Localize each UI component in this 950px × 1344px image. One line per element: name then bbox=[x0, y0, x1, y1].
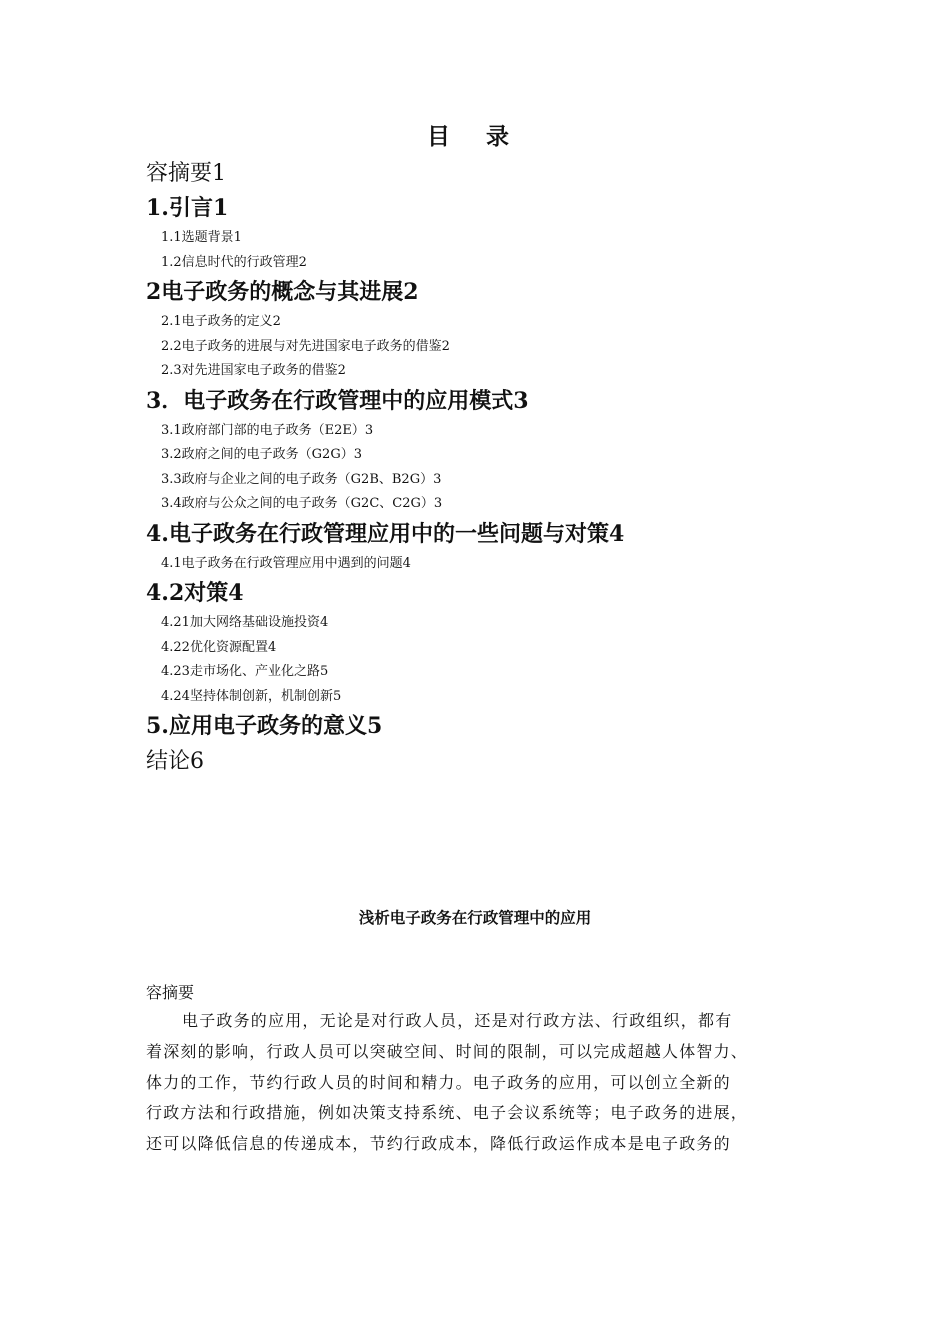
toc-entry[interactable]: 3.3政府与企业之间的电子政务（G2B、B2G）3 bbox=[161, 471, 442, 487]
toc-entry[interactable]: 2.1电子政务的定义2 bbox=[161, 314, 281, 329]
toc-entry[interactable]: 4.21加大网络基础设施投资4 bbox=[161, 615, 329, 630]
toc-entry[interactable]: 4.22优化资源配置4 bbox=[161, 639, 277, 655]
toc-entry[interactable]: 2.2电子政务的进展与对先进国家电子政务的借鉴2 bbox=[161, 338, 450, 354]
abstract-line: 体力的工作，节约行政人员的时间和精力。电子政务的应用，可以创立全新的 bbox=[146, 1072, 731, 1092]
toc-entry[interactable]: 结论6 bbox=[146, 749, 204, 774]
article-title: 浅析电子政务在行政管理中的应用 bbox=[358, 908, 592, 927]
toc-entry[interactable]: 2电子政务的概念与其进展2 bbox=[146, 279, 419, 305]
abstract-line: 着深刻的影响，行政人员可以突破空间、时间的限制，可以完成超越人体智力、 bbox=[146, 1041, 749, 1061]
toc-entry[interactable]: 1.2信息时代的行政管理2 bbox=[161, 254, 307, 270]
toc-entry[interactable]: 4.2对策4 bbox=[146, 580, 244, 606]
toc-entry[interactable]: 2.3对先进国家电子政务的借鉴2 bbox=[161, 363, 346, 378]
toc-entry[interactable]: 3.4政府与公众之间的电子政务（G2C、C2G）3 bbox=[161, 496, 443, 511]
toc-entry[interactable]: 4.24坚持体制创新，机制创新5 bbox=[161, 688, 342, 704]
abstract-line: 行政方法和行政措施，例如决策支持系统、电子会议系统等；电子政务的进展， bbox=[146, 1103, 749, 1123]
toc-entry[interactable]: 4.23走市场化、产业化之路5 bbox=[161, 664, 329, 679]
abstract-line: 还可以降低信息的传递成本，节约行政成本，降低行政运作成本是电子政务的 bbox=[146, 1134, 731, 1154]
toc-entry[interactable]: 3.2政府之间的电子政务（G2G）3 bbox=[161, 447, 362, 462]
toc-entry[interactable]: 容摘要1 bbox=[146, 161, 226, 186]
toc-entry[interactable]: 1.引言1 bbox=[146, 195, 229, 221]
toc-entry[interactable]: 3.1政府部门部的电子政务（E2E）3 bbox=[161, 422, 374, 438]
toc-entry[interactable]: 5.应用电子政务的意义5 bbox=[146, 713, 383, 739]
toc-entry[interactable]: 3．电子政务在行政管理中的应用模式3 bbox=[146, 387, 529, 414]
toc-title: 目 录 bbox=[426, 123, 523, 150]
table-of-contents bbox=[146, 156, 886, 779]
toc-entry[interactable]: 4.1电子政务在行政管理应用中遇到的问题4 bbox=[161, 555, 411, 571]
abstract-label: 容摘要 bbox=[146, 983, 195, 1002]
abstract-line: 电子政务的应用，无论是对行政人员，还是对行政方法、行政组织，都有 bbox=[182, 1011, 733, 1030]
abstract-body bbox=[146, 1006, 818, 1160]
toc-entry[interactable]: 4.电子政务在行政管理应用中的一些问题与对策4 bbox=[146, 520, 625, 547]
toc-entry[interactable]: 1.1选题背景1 bbox=[161, 230, 242, 245]
